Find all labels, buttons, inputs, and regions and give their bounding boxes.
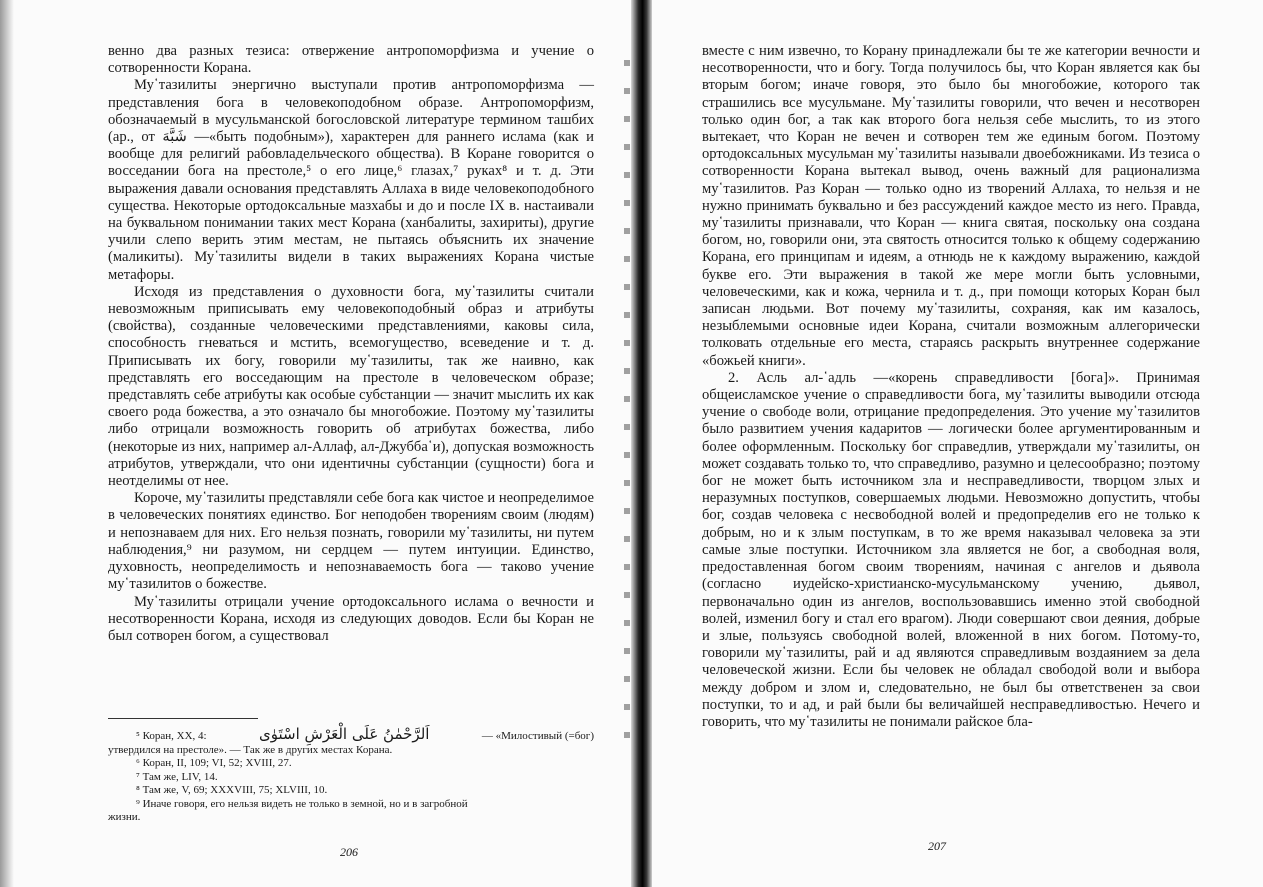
paragraph: венно два разных тезиса: отвержение антропоморфизма и учение о сотворенности Корана. (108, 43, 594, 77)
paragraph: 2. Асль ал-῾адль —«корень справедливости [бога]». Принимая общеисламское учение о справедливости бога, му῾тазилиты выводили отсюда учение о свободе воли, отрицание предопределения. Это учение му῾тазилитов было развитием учения кадаритов — логически более аргументированным и более оформленным. Поскольку бог справедлив, утверждали му῾тазилиты, он может создавать только то, что справедливо, разумно и целесообразно; поэтому бог не может быть источником зла и несправедливости, творцом злых и неразумных поступков, совершаемых людьми. Невозможно допустить, чтобы бог, создав человека с несвободной волей и предопределив его не только к добрым, но и к злым поступкам, в то же время наказывал человека за эти самые злые поступки. Источником зла является не бог, а свободная воля, предоставленная богом своим творениям, начиная с ангелов и дьявола (согласно иудейско-христианско-мусульманскому учению, дьявол, первоначально один из ангелов, воспользовавшись именно этой свободной волей, изменил богу и стал его врагом). Люди совершают свои деяния, добрые и злые, пользуясь свободной волей, вложенной в них богом. Потому-то, говорили му῾тазилиты, рай и ад являются справедливым воздаянием за дела человеческой жизни. Если бы человек не обладал свободой воли и выбора между добром и злом и, следовательно, не был бы ответственен за свои поступки, то и ад, и рай были бы величайшей несправедливостью. Нечего и говорить, что му῾тазилиты не понимали райское бла- (702, 369, 1200, 730)
footnote-6: ⁶ Коран, II, 109; VI, 52; XVIII, 27. (136, 757, 292, 769)
page-edge-shadow (0, 0, 14, 887)
left-page (0, 0, 631, 887)
footnote-9: ⁹ Иначе говоря, его нельзя видеть не только в земной, но и в загробной (136, 797, 468, 810)
paragraph: Му῾тазилиты энергично выступали против антропоморфизма — представления бога в человекоподобном образе. Антропоморфизм, обозначаемый в мусульманской богословской литературе термином ташбих (ар., от شَبَّهَ —«быть подобным»), характерен для раннего ислама (как и вообще для религий рабовладельческого общества). В Коране говорится о восседании бога на престоле,⁵ о его лице,⁶ глазах,⁷ руках⁸ и т. д. Эти выражения давали основания представлять Аллаха в виде человекоподобного существа. Некоторые ортодоксальные мазхабы и до и после IX в. настаивали на буквальном понимании таких мест Корана (ханбалиты, захириты), другие учили слепо верить этим местам, не пытаясь объяснить их значение (маликиты). Му῾тазилиты видели в таких выражениях Корана чистые метафоры. (108, 77, 594, 283)
paragraph: Исходя из представления о духовности бога, му῾тазилиты считали невозможным приписывать ему человекоподобный образ и атрибуты (свойства), созданные человеческими представлениями, каковы сила, способность гневаться и мстить, всемогущество, всеведение и т. д. Приписывать их богу, говорили му῾тазилиты, так же наивно, как представлять его восседающим на престоле в человеческом образе; представлять себе атрибуты как особые субстанции — значит мыслить их как своего рода божества, а это означало бы многобожие. Поэтому му῾тазилиты либо отрицали возможность говорить об атрибутах божества, либо (некоторые из них, например ал-Аллаф, ал-Джубба῾и), допуская возможность атрибутов, утверждали, что они идентичны субстанции (сущности) бога и неотделимы от нее. (108, 283, 594, 490)
footnote-5-label: ⁵ Коран, XX, 4: (136, 730, 207, 742)
right-page (652, 0, 1263, 887)
page-number: 206 (340, 845, 358, 859)
footnote-5-cont: утвердился на престоле». — Так же в других местах Корана. (108, 743, 393, 756)
footnote-5-arabic: اَلرَّحْمٰنُ عَلَى الْعَرْشِ اسْتَوٰى (259, 725, 430, 743)
footnotes (108, 725, 594, 825)
binding-marks (624, 60, 630, 760)
footnote-9-cont: жизни. (108, 811, 141, 823)
page-number: 207 (928, 839, 946, 853)
footnote-rule (108, 718, 258, 719)
footnote-5-tail: — «Милостивый (=бог) (481, 730, 594, 742)
footnote-8: ⁸ Там же, V, 69; XXXVIII, 75; XLVIII, 10. (136, 784, 328, 796)
left-page-body (108, 43, 594, 645)
right-page-body (702, 43, 1200, 731)
paragraph: вместе с ним извечно, то Корану принадлежали бы те же категории вечности и несотворенности, что и богу. Тогда получилось бы, что Коран является как бы вторым богом; иначе говоря, это было бы многобожие, которого так страшились все мусульмане. Му῾тазилиты говорили, что вечен и несотворен только один бог, а так как второго бога нельзя себе мыслить, то из этого вытекает, что Коран не вечен и сотворен тем же единым богом. Поэтому ортодоксальных мусульман му῾тазилиты называли двоебожниками. Из тезиса о сотворенности Корана вытекал вывод, очень важный для рационализма му῾тазилитов. Раз Коран — только одно из творений Аллаха, то нельзя и не нужно принимать буквально и без рассуждений каждое место из него. Правда, му῾тазилиты признавали, что Коран — книга святая, поскольку она создана богом, но, говорили они, эта святость относится только к общему содержанию Корана, его принципам и идеям, а отнюдь не к каждому выражению, каждой букве его. Эти выражения в такой же мере могли быть условными, человеческими, как и кожа, чернила и т. д., при помощи которых Коран был записан людьми. Вот почему му῾тазилиты, сохраняя, как им казалось, незыблемыми основные идеи Корана, считали возможным аллегорически толковать отдельные его места, стараясь раскрыть внутреннее содержание «божьей книги». (702, 43, 1200, 369)
footnote-5 (108, 725, 594, 744)
paragraph: Му῾тазилиты отрицали учение ортодоксального ислама о вечности и несотворенности Корана, исходя из следующих доводов. Если бы Коран не был сотворен богом, а существовал (108, 593, 594, 644)
book-gutter (631, 0, 652, 887)
paragraph: Короче, му῾тазилиты представляли себе бога как чистое и неопределимое в человеческих понятиях единство. Бог неподобен творениям своим (людям) и непознаваем для них. Его нельзя познать, говорили му῾тазилиты, ни путем наблюдения,⁹ ни разумом, ни сердцем — путем интуиции. Единство, духовность, неопределимость и непознаваемость бога — таково учение му῾тазилитов о божестве. (108, 490, 594, 593)
footnote-7: ⁷ Там же, LIV, 14. (136, 770, 218, 783)
